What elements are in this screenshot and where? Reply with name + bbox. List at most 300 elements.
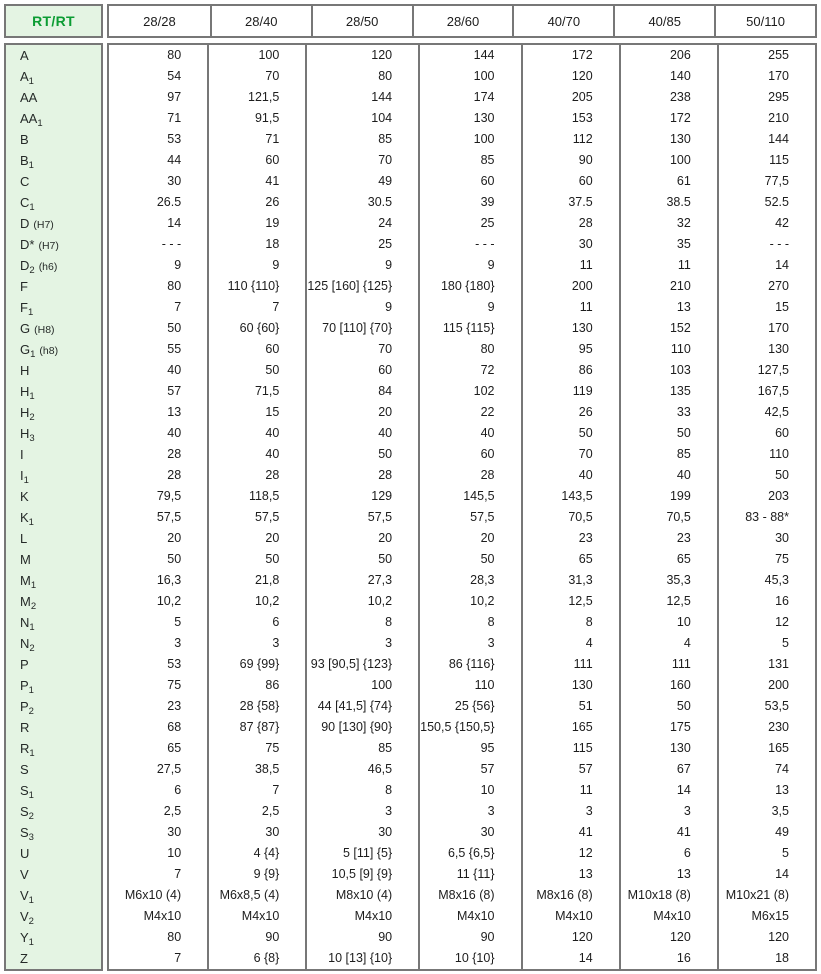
value-cell: 26.5	[156, 195, 182, 209]
value-cell: 14	[717, 864, 815, 885]
value-cell: 3	[619, 801, 717, 822]
value-cell: 131	[717, 654, 815, 675]
value-cell: 60	[207, 150, 305, 171]
value-cell: 42,5	[717, 402, 815, 423]
value-cell: 230	[717, 717, 815, 738]
value-cell: - - -	[717, 234, 815, 255]
value-cell: 6,5 {6,5}	[418, 843, 520, 864]
value-cell: 10,2	[207, 591, 305, 612]
value-cell: 130	[619, 129, 717, 150]
value-cell: 20	[305, 528, 418, 549]
value-cell: 90	[521, 150, 619, 171]
value-cell: 165	[521, 717, 619, 738]
value-cell: 91,5	[207, 108, 305, 129]
row-label: $C_1$	[20, 195, 35, 213]
value-cell: 199	[619, 486, 717, 507]
value-cell: 85	[305, 738, 418, 759]
value-cell: 2,5	[207, 801, 305, 822]
column-header-40-70: 40/70	[512, 6, 613, 36]
value-cell: 12,5	[521, 591, 619, 612]
row-label: $S_1$	[20, 783, 34, 801]
value-cell: 13	[619, 297, 717, 318]
value-cell: 28	[418, 465, 520, 486]
value-cell: 11	[521, 255, 619, 276]
value-cell: 115	[521, 738, 619, 759]
value-cell: 49	[305, 171, 418, 192]
value-cell: - - -	[161, 237, 182, 251]
value-cell: M6x15	[717, 906, 815, 927]
value-cell: 60	[305, 360, 418, 381]
value-cell: 28	[305, 465, 418, 486]
value-cell: 127,5	[717, 360, 815, 381]
value-cell: 172	[619, 108, 717, 129]
value-cell: 72	[418, 360, 520, 381]
value-cell: 75	[207, 738, 305, 759]
value-cell: 20	[167, 531, 182, 545]
value-cell: 21,8	[207, 570, 305, 591]
value-cell: 57	[521, 759, 619, 780]
value-cell: 80	[167, 279, 182, 293]
value-cell: 37.5	[521, 192, 619, 213]
row-label: $P_2$	[20, 699, 34, 717]
value-cell: 3	[521, 801, 619, 822]
value-cell: 110 {110}	[207, 276, 305, 297]
value-cell: M10x21 (8)	[717, 885, 815, 906]
value-cell: 38,5	[207, 759, 305, 780]
value-cell: 10,5 [9] {9}	[305, 864, 418, 885]
value-cell: 152	[619, 318, 717, 339]
value-cell: 71	[167, 111, 182, 125]
value-cell: 135	[619, 381, 717, 402]
value-cell: M6x8,5 (4)	[207, 885, 305, 906]
value-cell: 9	[174, 258, 182, 272]
value-cell: 210	[717, 108, 815, 129]
value-cell: 104	[305, 108, 418, 129]
value-cell: 115 {115}	[418, 318, 520, 339]
value-cell: 7	[207, 297, 305, 318]
value-cell: 200	[521, 276, 619, 297]
value-cell: 130	[418, 108, 520, 129]
value-cell: 18	[207, 234, 305, 255]
value-cell: 150,5 {150,5}	[418, 717, 520, 738]
value-cell: 8	[418, 612, 520, 633]
value-cell: 95	[418, 738, 520, 759]
value-cell: 143,5	[521, 486, 619, 507]
value-cell: 57,5	[156, 510, 182, 524]
row-label: G (H8)	[20, 321, 55, 336]
value-cell: 144	[418, 45, 520, 66]
row-label: $H_1$	[20, 384, 35, 402]
value-cell: 9	[305, 255, 418, 276]
value-cell: 16,3	[156, 573, 182, 587]
value-cell: 10	[167, 846, 182, 860]
value-cell: 33	[619, 402, 717, 423]
value-cell: 57,5	[305, 507, 418, 528]
value-cell: 75	[717, 549, 815, 570]
value-cell: 18	[717, 948, 815, 969]
value-cell: 19	[207, 213, 305, 234]
value-cell: 3	[207, 633, 305, 654]
value-cell: 50	[521, 423, 619, 444]
value-cell: 28	[207, 465, 305, 486]
column-header-40-85: 40/85	[613, 6, 714, 36]
value-cell: 67	[619, 759, 717, 780]
row-label: $AA_1$	[20, 111, 43, 129]
value-cell: 61	[619, 171, 717, 192]
value-cell: 8	[305, 612, 418, 633]
value-cell: 16	[717, 591, 815, 612]
value-cell: 125 [160] {125}	[305, 276, 418, 297]
value-cell: 53,5	[717, 696, 815, 717]
value-cell: 46,5	[305, 759, 418, 780]
value-cell: 87 {87}	[207, 717, 305, 738]
value-cell: M10x18 (8)	[619, 885, 717, 906]
row-label: $R_1$	[20, 741, 35, 759]
value-cell: 57	[167, 384, 182, 398]
value-cell: 6	[619, 843, 717, 864]
value-cell: 44 [41,5] {74}	[305, 696, 418, 717]
value-cell: 80	[418, 339, 520, 360]
value-cell: 4 {4}	[207, 843, 305, 864]
row-label: V	[20, 867, 29, 882]
value-cell: 180 {180}	[418, 276, 520, 297]
value-cell: 85	[619, 444, 717, 465]
value-cell: 206	[619, 45, 717, 66]
value-cell: 172	[521, 45, 619, 66]
value-cell: 44	[167, 153, 182, 167]
row-label: $F_1$	[20, 300, 34, 318]
column-header-50-110: 50/110	[714, 6, 815, 36]
value-cell: 11	[619, 255, 717, 276]
value-cell: M8x16 (8)	[418, 885, 520, 906]
value-cell: 3	[418, 801, 520, 822]
value-cell: 28 {58}	[207, 696, 305, 717]
row-label: R	[20, 720, 30, 735]
value-cell: 60	[717, 423, 815, 444]
value-cell: 100	[619, 150, 717, 171]
row-label: L	[20, 531, 28, 546]
value-cell: 30	[167, 825, 182, 839]
value-cell: 9	[305, 297, 418, 318]
value-cell: 50	[418, 549, 520, 570]
column-header-28-40: 28/40	[210, 6, 311, 36]
value-cell: 40	[305, 423, 418, 444]
value-cell: 49	[717, 822, 815, 843]
value-cell: 70	[305, 339, 418, 360]
value-cell: 130	[521, 318, 619, 339]
value-cell: 2,5	[163, 804, 182, 818]
value-cell: 10	[418, 780, 520, 801]
value-cell: 40	[167, 426, 182, 440]
value-cell: 120	[305, 45, 418, 66]
value-cell: 25	[305, 234, 418, 255]
value-cell: 40	[167, 363, 182, 377]
value-cell: 41	[207, 171, 305, 192]
value-cell: 50	[167, 321, 182, 335]
value-cell: 65	[521, 549, 619, 570]
value-cell: 12,5	[619, 591, 717, 612]
value-cell: 119	[521, 381, 619, 402]
value-cell: 93 [90,5] {123}	[305, 654, 418, 675]
value-cell: 13	[521, 864, 619, 885]
value-cell: 90 [130] {90}	[305, 717, 418, 738]
value-cell: 77,5	[717, 171, 815, 192]
value-cell: 70	[207, 66, 305, 87]
value-cell: 10,2	[305, 591, 418, 612]
value-cell: 203	[717, 486, 815, 507]
value-cell: 84	[305, 381, 418, 402]
value-cell: 57,5	[418, 507, 520, 528]
value-cell: 144	[305, 87, 418, 108]
value-cell: 9 {9}	[207, 864, 305, 885]
row-label: $V_1$	[20, 888, 34, 906]
row-label: $M_2$	[20, 594, 37, 612]
value-cell: 144	[717, 129, 815, 150]
value-cell: 7	[174, 951, 182, 965]
value-cell: 153	[521, 108, 619, 129]
value-cell: 30	[207, 822, 305, 843]
value-cell: 57,5	[207, 507, 305, 528]
value-cell: 15	[207, 402, 305, 423]
value-cell: 110	[418, 675, 520, 696]
value-cell: 210	[619, 276, 717, 297]
value-cell: 129	[305, 486, 418, 507]
value-cell: 60	[418, 171, 520, 192]
value-cell: 11	[521, 297, 619, 318]
value-cell: 167,5	[717, 381, 815, 402]
value-cell: 74	[717, 759, 815, 780]
row-label: Z	[20, 951, 28, 966]
value-cell: 30	[717, 528, 815, 549]
value-cell: 13	[717, 780, 815, 801]
value-cell: 5	[717, 633, 815, 654]
value-cell: 50	[717, 465, 815, 486]
value-cell: 170	[717, 66, 815, 87]
value-cell: 26	[521, 402, 619, 423]
value-cell: 50	[207, 549, 305, 570]
value-cell: 110	[717, 444, 815, 465]
row-label: $H_3$	[20, 426, 35, 444]
value-cell: 23	[619, 528, 717, 549]
value-cell: 110	[619, 339, 717, 360]
value-cell: 85	[305, 129, 418, 150]
row-label: $G_1$ (h8)	[20, 342, 59, 360]
value-cell: 22	[418, 402, 520, 423]
value-cell: 13	[167, 405, 182, 419]
row-label: $K_1$	[20, 510, 34, 528]
value-cell: 32	[619, 213, 717, 234]
value-cell: 145,5	[418, 486, 520, 507]
value-cell: 9	[207, 255, 305, 276]
value-cell: 121,5	[207, 87, 305, 108]
value-cell: 50	[305, 444, 418, 465]
value-cell: 238	[619, 87, 717, 108]
value-cell: 9	[418, 255, 520, 276]
row-label: A	[20, 48, 29, 63]
value-cell: 9	[418, 297, 520, 318]
value-cell: 11	[521, 780, 619, 801]
value-cell: 7	[174, 300, 182, 314]
value-cell: 3	[174, 636, 182, 650]
row-label: M	[20, 552, 31, 567]
value-cell: 3	[305, 801, 418, 822]
value-cell: 130	[717, 339, 815, 360]
value-cell: 120	[717, 927, 815, 948]
value-cell: 14	[619, 780, 717, 801]
row-label: S	[20, 762, 29, 777]
table-header-row	[4, 4, 817, 38]
row-label: $A_1$	[20, 69, 34, 87]
row-label: $M_1$	[20, 573, 37, 591]
value-cell: 65	[167, 741, 182, 755]
row-label: $N_2$	[20, 636, 35, 654]
value-cell: 40	[619, 465, 717, 486]
value-cell: 111	[619, 654, 717, 675]
value-cell: 12	[717, 612, 815, 633]
value-cell: M4x10	[521, 906, 619, 927]
value-cell: 60	[521, 171, 619, 192]
value-cell: 11 {11}	[418, 864, 520, 885]
value-cell: 38.5	[619, 192, 717, 213]
row-label: F	[20, 279, 28, 294]
value-cell: 205	[521, 87, 619, 108]
value-cell: 140	[619, 66, 717, 87]
value-cell: 51	[521, 696, 619, 717]
value-cell: 10 [13] {10}	[305, 948, 418, 969]
row-label: $D_2$ (h6)	[20, 258, 58, 276]
value-cell: 40	[207, 423, 305, 444]
value-cell: M4x10	[305, 906, 418, 927]
value-cell: 16	[619, 948, 717, 969]
value-cell: 14	[717, 255, 815, 276]
value-cell: 270	[717, 276, 815, 297]
value-cell: 80	[305, 66, 418, 87]
value-cell: 57	[418, 759, 520, 780]
row-label: H	[20, 363, 30, 378]
value-cell: 20	[207, 528, 305, 549]
value-cell: 170	[717, 318, 815, 339]
value-cell: 30	[167, 174, 182, 188]
value-cell: 90	[207, 927, 305, 948]
value-cell: 53	[167, 132, 182, 146]
value-cell: 40	[418, 423, 520, 444]
column-header-28-28: 28/28	[143, 13, 176, 29]
value-cell: 90	[305, 927, 418, 948]
value-cell: 103	[619, 360, 717, 381]
value-cell: 8	[521, 612, 619, 633]
value-cell: 6	[207, 612, 305, 633]
value-cell: 28	[167, 447, 182, 461]
value-cell: 70	[521, 444, 619, 465]
value-cell: 65	[619, 549, 717, 570]
value-cell: 35,3	[619, 570, 717, 591]
value-cell: 13	[619, 864, 717, 885]
value-cell: 31,3	[521, 570, 619, 591]
value-cell: 8	[305, 780, 418, 801]
value-cell: 39	[418, 192, 520, 213]
value-cell: 200	[717, 675, 815, 696]
value-cell: 42	[717, 213, 815, 234]
value-cell: 3,5	[717, 801, 815, 822]
value-cell: 70,5	[619, 507, 717, 528]
value-cell: 27,5	[156, 762, 182, 776]
value-cell: M6x10 (4)	[124, 888, 182, 902]
value-cell: 55	[167, 342, 182, 356]
value-cell: 25 {56}	[418, 696, 520, 717]
row-label: $Y_1$	[20, 930, 34, 948]
value-cell: 165	[717, 738, 815, 759]
value-cell: 50	[167, 552, 182, 566]
value-cell: 3	[305, 633, 418, 654]
value-cell: 5	[174, 615, 182, 629]
value-cell: 130	[521, 675, 619, 696]
value-cell: 7	[207, 780, 305, 801]
value-cell: 30	[521, 234, 619, 255]
row-label: $B_1$	[20, 153, 34, 171]
value-cell: 120	[521, 927, 619, 948]
value-cell: 23	[167, 699, 182, 713]
value-cell: 20	[305, 402, 418, 423]
corner-cell-rt-rt	[4, 4, 103, 38]
value-cell: 71,5	[207, 381, 305, 402]
value-cell: 10,2	[156, 594, 182, 608]
value-cell: 45,3	[717, 570, 815, 591]
row-label: B	[20, 132, 29, 147]
value-cell: 26	[207, 192, 305, 213]
value-cell: 112	[521, 129, 619, 150]
value-cell: 35	[619, 234, 717, 255]
value-cell: 85	[418, 150, 520, 171]
value-cell: 40	[521, 465, 619, 486]
value-cell: M4x10	[418, 906, 520, 927]
value-cell: 5 [11] {5}	[305, 843, 418, 864]
table-body	[4, 43, 817, 971]
value-cell: 10,2	[418, 591, 520, 612]
value-cell: 14	[521, 948, 619, 969]
value-cell: 6 {8}	[207, 948, 305, 969]
value-cell: 7	[174, 867, 182, 881]
value-cell: 102	[418, 381, 520, 402]
value-cell: 100	[418, 66, 520, 87]
value-cell: 28	[521, 213, 619, 234]
value-cell: 100	[418, 129, 520, 150]
value-cell: 86 {116}	[418, 654, 520, 675]
value-cell: 255	[717, 45, 815, 66]
value-cell: 175	[619, 717, 717, 738]
row-label: K	[20, 489, 29, 504]
value-cell: 5	[717, 843, 815, 864]
value-cell: 28	[167, 468, 182, 482]
value-cell: 100	[207, 45, 305, 66]
value-cell: 130	[619, 738, 717, 759]
column-header-group	[107, 4, 817, 38]
row-label: C	[20, 174, 30, 189]
label-column	[4, 43, 103, 971]
value-cell: 118,5	[207, 486, 305, 507]
value-cell: 86	[521, 360, 619, 381]
value-cell: 14	[167, 216, 182, 230]
value-cell: 70	[305, 150, 418, 171]
corner-label: RT/RT	[32, 13, 75, 29]
row-label: $I_1$	[20, 468, 29, 486]
value-cell: 69 {99}	[207, 654, 305, 675]
column-header-28-50: 28/50	[311, 6, 412, 36]
value-cell: 70,5	[521, 507, 619, 528]
row-label: AA	[20, 90, 38, 105]
value-cell: 50	[207, 360, 305, 381]
row-label: $S_3$	[20, 825, 34, 843]
row-label: $S_2$	[20, 804, 34, 822]
